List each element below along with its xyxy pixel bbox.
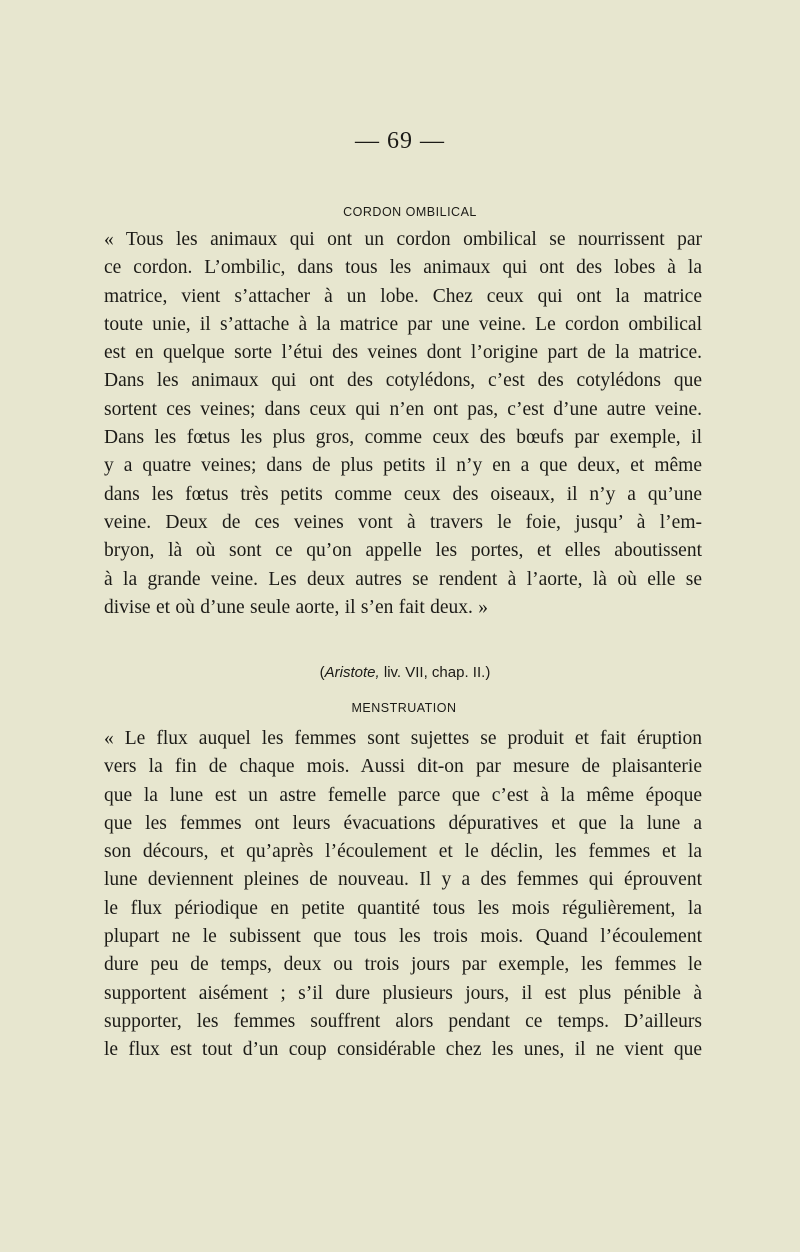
citation-author: Aristote, xyxy=(324,664,380,681)
text-line: bryon, là où sont ce qu’on appelle les portes, et elles aboutissent xyxy=(104,540,702,562)
text-line: divise et où d’une seule aorte, il s’en fait deux. » xyxy=(104,596,489,618)
text-line: « Tous les animaux qui ont un cordon ombilical se nourrissent par xyxy=(104,229,702,250)
text-line: vers la fin de chaque mois. Aussi dit-on par mesure de plaisanterie xyxy=(104,756,702,778)
text-line: Dans les animaux qui ont des cotylédons, c’est des cotylédons que xyxy=(104,370,702,392)
text-line: veine. Deux de ces veines vont à travers le foie, jusqu’ à l’em- xyxy=(104,511,702,533)
text-line: y a quatre veines; dans de plus petits il n’y en a que deux, et même xyxy=(104,455,702,477)
page-number: — 69 — xyxy=(355,128,445,154)
section-heading-menstruation: MENSTRUATION xyxy=(351,701,457,715)
paragraph-menstruation xyxy=(104,725,702,1065)
section-heading-cordon-ombilical: CORDON OMBILICAL xyxy=(343,205,477,219)
text-line: le flux périodique en petite quantité tous les mois régulièrement, la xyxy=(104,897,702,919)
text-line: matrice, vient s’attacher à un lobe. Chez ceux qui ont la matrice xyxy=(104,285,702,307)
citation-open-paren: ( xyxy=(319,664,325,681)
text-line: « Le flux auquel les femmes sont sujettes se produit et fait éruption xyxy=(104,728,702,749)
text-line: toute unie, il s’attache à la matrice par une veine. Le cordon ombilical xyxy=(104,313,702,335)
text-line: sortent ces veines; dans ceux qui n’en ont pas, c’est d’une autre veine. xyxy=(104,398,702,420)
text-line: que les femmes ont leurs évacuations dépuratives et que la lune a xyxy=(104,812,702,834)
text-line: ce cordon. L’ombilic, dans tous les animaux qui ont des lobes à la xyxy=(104,257,702,279)
text-line: son décours, et qu’après l’écoulement et le déclin, les femmes et la xyxy=(104,841,702,863)
text-line: à la grande veine. Les deux autres se rendent à l’aorte, là où elle se xyxy=(104,568,702,590)
text-line: dure peu de temps, deux ou trois jours par exemple, les femmes le xyxy=(104,954,702,976)
text-line: dans les fœtus très petits comme ceux des oiseaux, il n’y a qu’une xyxy=(104,483,702,505)
citation-reference: liv. VII, chap. II. xyxy=(383,664,486,681)
text-line: supporter, les femmes souffrent alors pendant ce temps. D’ailleurs xyxy=(104,1010,702,1032)
citation-close-paren: ) xyxy=(485,664,491,681)
text-line: lune deviennent pleines de nouveau. Il y a des femmes qui éprouvent xyxy=(104,869,702,891)
text-line: que la lune est un astre femelle parce que c’est à la même époque xyxy=(104,784,702,806)
text-line: supportent aisément ; s’il dure plusieurs jours, il est plus pénible à xyxy=(104,982,702,1004)
text-line: le flux est tout d’un coup considérable chez les unes, il ne vient que xyxy=(104,1039,702,1061)
citation xyxy=(0,664,800,681)
paragraph-cordon-ombilical xyxy=(104,226,702,622)
text-line: est en quelque sorte l’étui des veines dont l’origine part de la matrice. xyxy=(104,342,702,364)
text-line: plupart ne le subissent que tous les trois mois. Quand l’écoulement xyxy=(104,926,702,948)
text-line: Dans les fœtus les plus gros, comme ceux des bœufs par exemple, il xyxy=(104,427,702,449)
